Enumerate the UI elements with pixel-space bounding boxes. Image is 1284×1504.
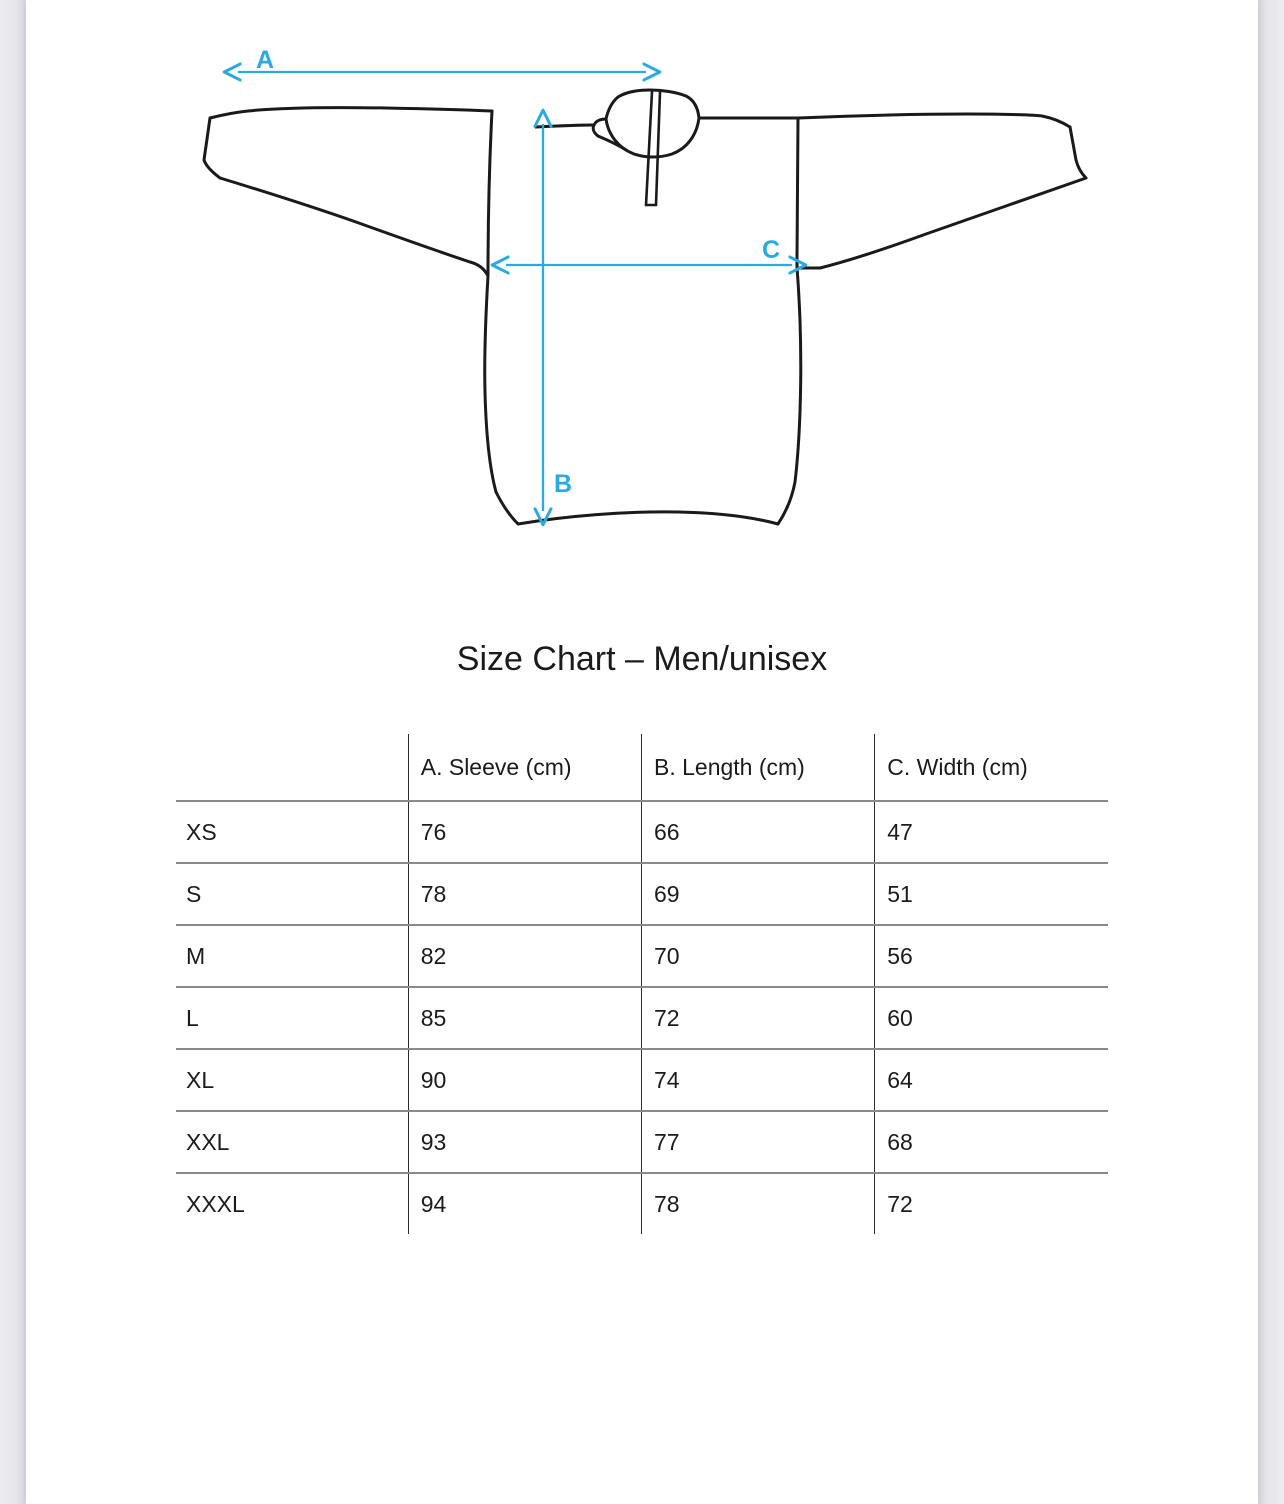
cell-size: XXXL	[186, 1190, 245, 1217]
table-row	[176, 925, 1108, 987]
cell-size: M	[176, 925, 408, 987]
column-header-length: B. Length (cm)	[641, 734, 874, 801]
table-row	[176, 1173, 1108, 1234]
table-row	[176, 863, 1108, 925]
cell-width: 68	[875, 1111, 1108, 1173]
cell-sleeve: 90	[408, 1049, 641, 1111]
page-edge-shadow-right	[1258, 0, 1284, 1504]
cell-length: 70	[641, 925, 874, 987]
label-c: C	[762, 236, 781, 264]
table-row	[176, 1111, 1108, 1173]
cell-sleeve: 78	[408, 863, 641, 925]
document-sheet	[26, 0, 1258, 1504]
cell-size: L	[176, 987, 408, 1049]
cell-length: 69	[641, 863, 874, 925]
cell-size: S	[176, 863, 408, 925]
table-row	[176, 987, 1108, 1049]
cell-width: 60	[875, 987, 1108, 1049]
cell-size: XL	[176, 1049, 408, 1111]
page-title: Size Chart – Men/unisex	[456, 640, 828, 678]
cell-length: 77	[641, 1111, 874, 1173]
cell-length: 74	[641, 1049, 874, 1111]
cell-width: 47	[875, 801, 1108, 863]
cell-length: 72	[641, 987, 874, 1049]
table-row	[176, 801, 1108, 863]
cell-size: XS	[176, 801, 408, 863]
cell-sleeve: 85	[408, 987, 641, 1049]
cell-width: 56	[875, 925, 1108, 987]
cell-length: 78	[641, 1173, 874, 1234]
column-header-sleeve: A. Sleeve (cm)	[408, 734, 641, 801]
column-header-size	[176, 734, 408, 801]
cell-sleeve: 94	[408, 1173, 641, 1234]
cell-sleeve: 82	[408, 925, 641, 987]
cell-sleeve: 76	[408, 801, 641, 863]
garment-outline	[204, 90, 1086, 524]
table-row	[176, 1049, 1108, 1111]
cell-width: 72	[875, 1173, 1108, 1234]
cell-width: 64	[875, 1049, 1108, 1111]
size-chart-table	[176, 734, 1108, 1234]
label-b: B	[554, 470, 573, 498]
size-guide-diagram	[26, 0, 1258, 600]
page-edge-shadow-left	[0, 0, 26, 1504]
label-a: A	[256, 46, 275, 74]
cell-length: 66	[641, 801, 874, 863]
size-chart-table-wrap	[176, 734, 1111, 1234]
cell-sleeve: 93	[408, 1111, 641, 1173]
cell-width: 51	[875, 863, 1108, 925]
column-header-width: C. Width (cm)	[875, 734, 1108, 801]
table-header-row	[176, 734, 1108, 801]
cell-size: XXL	[176, 1111, 408, 1173]
